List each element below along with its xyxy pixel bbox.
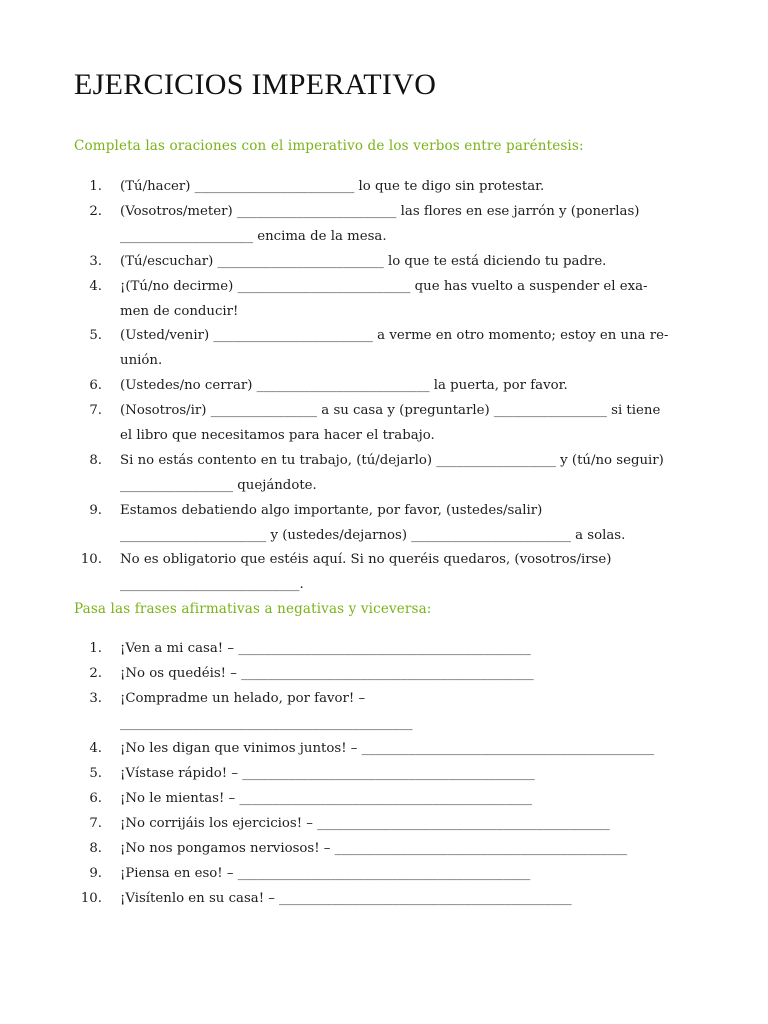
page-title: EJERCICIOS IMPERATIVO [74,68,437,101]
exercise-number: 10. [80,552,102,567]
exercise-text: ¡Visítenlo en su casa! – ____________________________________________ [120,891,572,906]
exercise-text: _________________ quejándote. [120,478,317,493]
exercise-number: 7. [89,816,102,831]
exercise-number: 6. [89,378,102,393]
exercise-number: 9. [89,503,102,518]
exercise-text: ¡(Tú/no decirme) __________________________ que has vuelto a suspender el exa- [120,279,648,294]
exercise-text: ¡Compradme un helado, por favor! – [120,691,366,706]
exercise-number: 7. [89,403,102,418]
exercise-number: 1. [89,641,102,656]
exercise-number: 3. [89,691,102,706]
exercise-text: ¡No nos pongamos nerviosos! – ____________________________________________ [120,841,628,856]
exercise-number: 3. [89,254,102,269]
exercise-text: ___________________________. [120,577,304,592]
section1-instruction: Completa las oraciones con el imperativo de los verbos entre paréntesis: [74,138,584,154]
exercise-text: ¡Ven a mi casa! – ____________________________________________ [120,641,531,656]
exercise-number: 8. [89,841,102,856]
exercise-text: Si no estás contento en tu trabajo, (tú/dejarlo) __________________ y (tú/no seguir) [120,453,664,468]
exercise-text: ____________________ encima de la mesa. [120,229,387,244]
exercise-text: (Ustedes/no cerrar) __________________________ la puerta, por favor. [120,378,568,393]
exercise-text: (Nosotros/ir) ________________ a su casa y (preguntarle) _________________ si tiene [120,403,661,418]
exercise-text: (Usted/venir) ________________________ a verme en otro momento; estoy en una re- [120,328,669,343]
exercise-text: ¡Piensa en eso! – ____________________________________________ [120,866,531,881]
exercise-text: Estamos debatiendo algo importante, por favor, (ustedes/salir) [120,503,543,518]
exercise-text: ¡No os quedéis! – ____________________________________________ [120,666,534,681]
exercise-text: (Vosotros/meter) ________________________ las flores en ese jarrón y (ponerlas) [120,204,640,219]
exercise-text: (Tú/escuchar) _________________________ lo que te está diciendo tu padre. [120,254,607,269]
exercise-number: 10. [80,891,102,906]
exercise-number: 6. [89,791,102,806]
exercise-number: 1. [89,179,102,194]
exercise-number: 2. [89,204,102,219]
exercise-text: el libro que necesitamos para hacer el trabajo. [120,428,435,443]
exercise-number: 5. [89,328,102,343]
exercise-number: 4. [89,279,102,294]
exercise-text: ¡No corrijáis los ejercicios! – ____________________________________________ [120,816,610,831]
exercise-number: 8. [89,453,102,468]
exercise-number: 2. [89,666,102,681]
exercise-text: ¡No le mientas! – ____________________________________________ [120,791,532,806]
exercise-text: ¡Vístase rápido! – ____________________________________________ [120,766,535,781]
section2-instruction: Pasa las frases afirmativas a negativas y viceversa: [74,601,432,617]
exercise-text: men de conducir! [120,304,239,319]
exercise-text: (Tú/hacer) ________________________ lo que te digo sin protestar. [120,179,545,194]
exercise-text: No es obligatorio que estéis aquí. Si no queréis quedaros, (vosotros/irse) [120,552,612,567]
exercise-text: ¡No les digan que vinimos juntos! – ____________________________________________ [120,741,655,756]
exercise-number: 4. [89,741,102,756]
exercise-text: ____________________________________________ [120,716,413,731]
exercise-number: 5. [89,766,102,781]
exercise-number: 9. [89,866,102,881]
exercise-text: ______________________ y (ustedes/dejarnos) ________________________ a solas. [120,528,626,543]
exercise-text: unión. [120,353,163,368]
